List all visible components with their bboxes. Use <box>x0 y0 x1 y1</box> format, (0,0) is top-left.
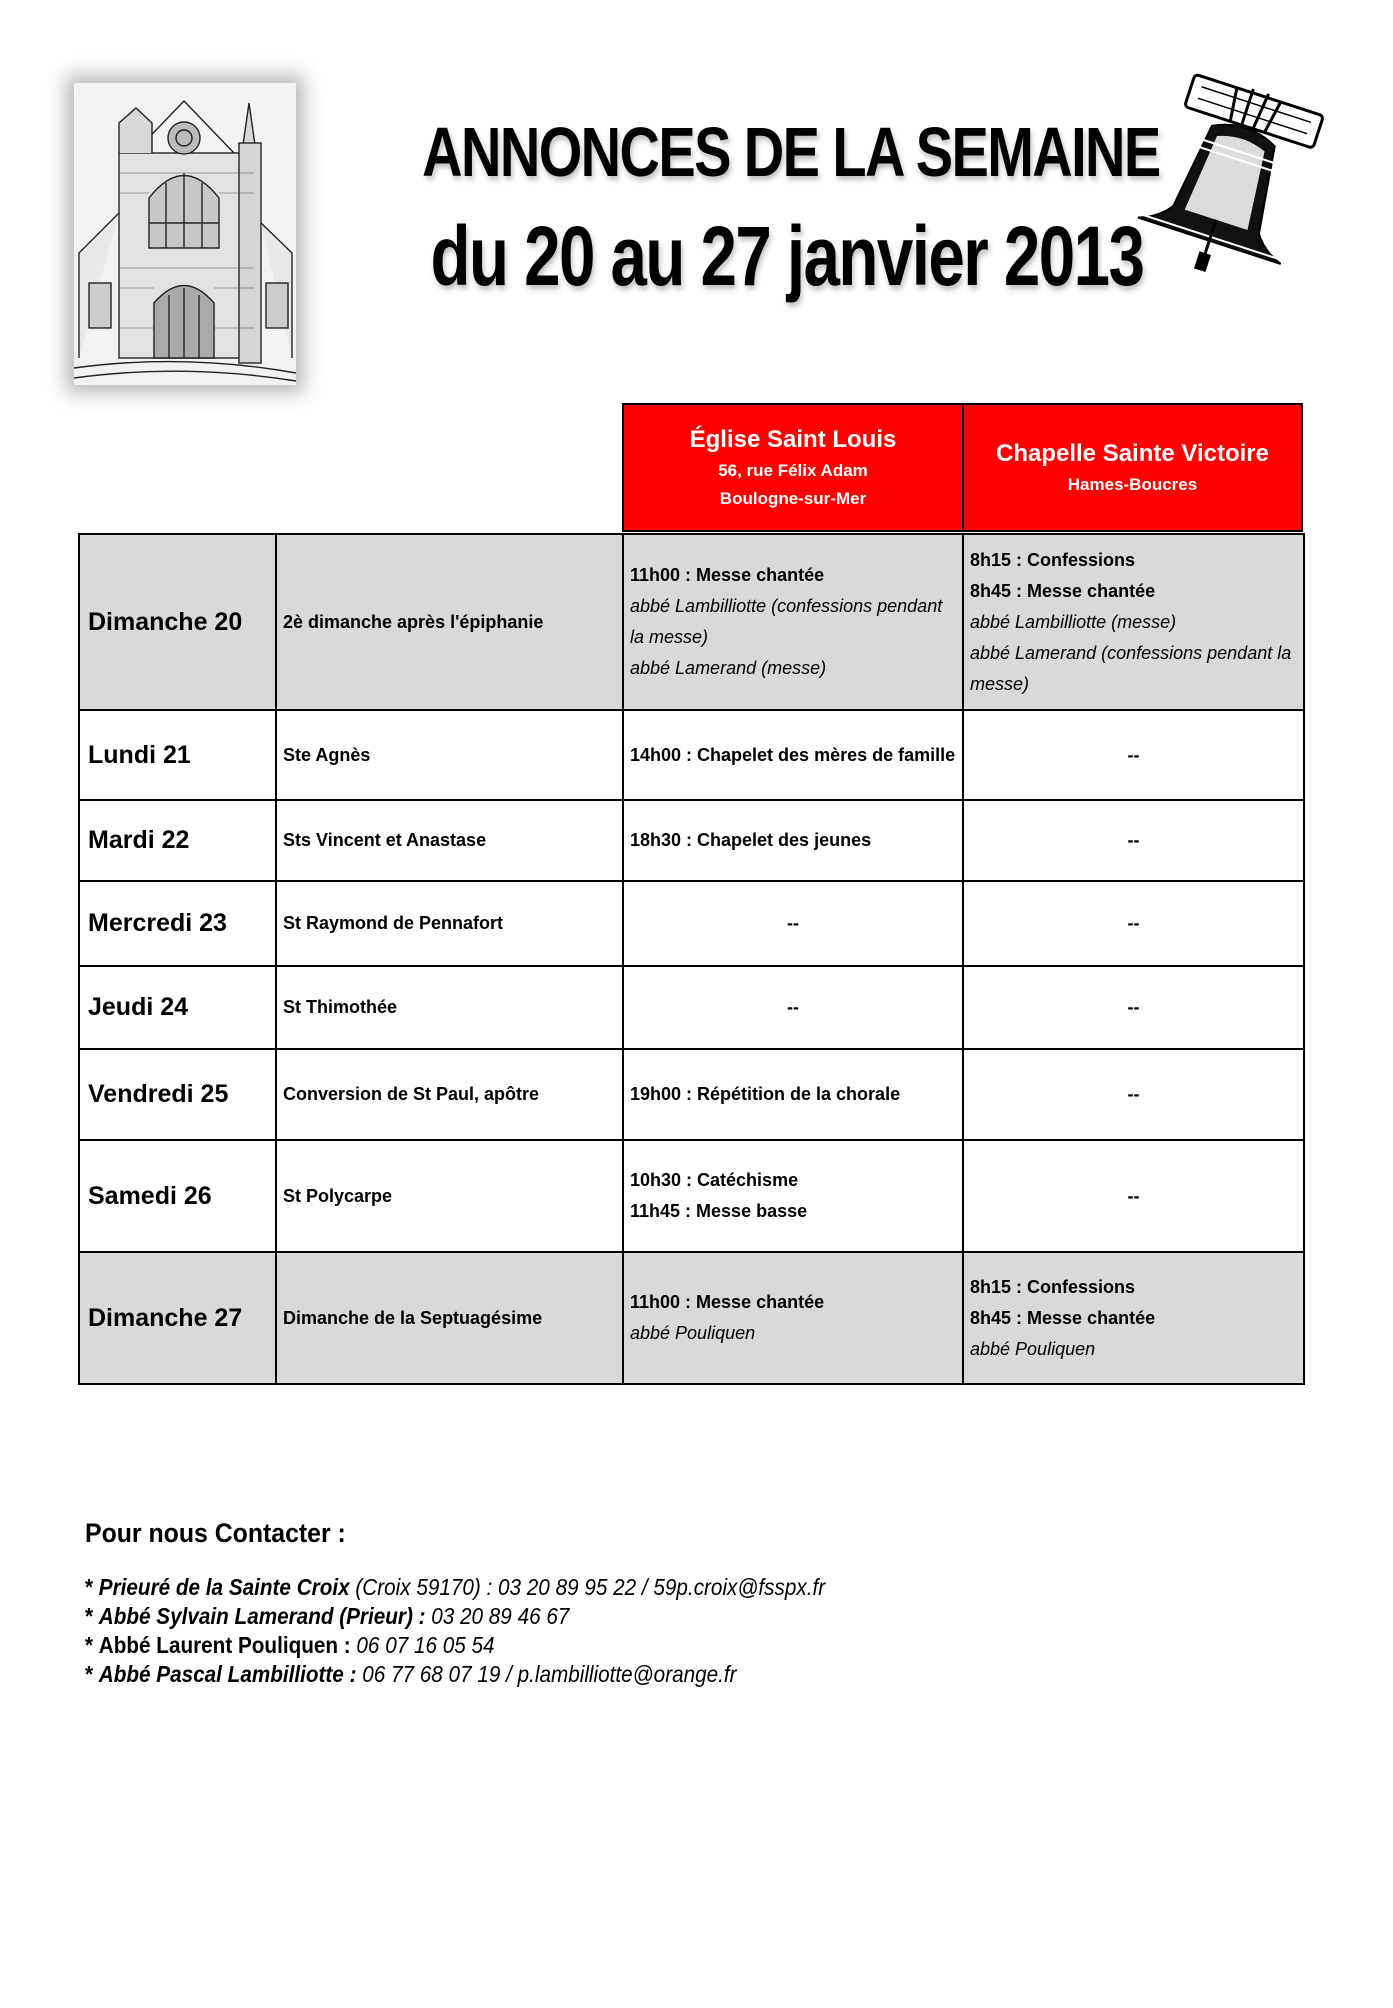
bullet: * <box>85 1632 94 1658</box>
bullet: * <box>85 1574 94 1600</box>
day-cell: Mercredi 23 <box>79 881 276 966</box>
sainte-victoire-cell: -- <box>963 1140 1304 1252</box>
table-row <box>79 534 1304 710</box>
weekly-schedule-table <box>78 533 1305 1385</box>
table-row <box>79 710 1304 800</box>
event-line: 8h15 : Confessions <box>970 549 1136 570</box>
saint-louis-cell <box>623 1049 963 1140</box>
sainte-victoire-cell: -- <box>963 1049 1304 1140</box>
feast-cell: Conversion de St Paul, apôtre <box>276 1049 623 1140</box>
sainte-victoire-cell <box>963 534 1304 710</box>
saint-louis-cell <box>623 1252 963 1384</box>
sainte-victoire-cell: -- <box>963 881 1304 966</box>
celebrant-line: abbé Pouliquen <box>630 1323 756 1343</box>
feast-cell: St Raymond de Pennafort <box>276 881 623 966</box>
contact-name: Abbé Laurent Pouliquen : <box>98 1632 351 1658</box>
event-line: 11h00 : Messe chantée <box>630 1292 825 1312</box>
contact-line-lamerand <box>85 1602 825 1631</box>
sainte-victoire-cell <box>963 1252 1304 1384</box>
church-drawing-image <box>74 83 296 385</box>
celebrant-line: abbé Lamerand (messe) <box>630 658 827 678</box>
feast-cell: 2è dimanche après l'épiphanie <box>276 534 623 710</box>
event-line: 19h00 : Répétition de la chorale <box>630 1084 901 1104</box>
bullet: * <box>85 1603 94 1629</box>
column-address: 56, rue Félix Adam <box>718 460 868 480</box>
feast-cell: St Thimothée <box>276 966 623 1049</box>
contact-detail: 06 07 16 05 54 <box>350 1632 495 1658</box>
day-cell: Jeudi 24 <box>79 966 276 1049</box>
column-title: Église Saint Louis <box>689 425 897 453</box>
celebrant-line: abbé Lamerand (confessions pendant la messe) <box>970 642 1292 694</box>
contact-line-priory <box>85 1573 825 1602</box>
day-cell: Vendredi 25 <box>79 1049 276 1140</box>
event-line: 11h45 : Messe basse <box>630 1201 808 1221</box>
event-line: 18h30 : Chapelet des jeunes <box>630 830 872 850</box>
feast-cell: Dimanche de la Septuagésime <box>276 1252 623 1384</box>
saint-louis-cell <box>623 710 963 800</box>
day-cell: Dimanche 20 <box>79 534 276 710</box>
contact-heading: Pour nous Contacter : <box>85 1518 346 1548</box>
contact-name: Abbé Pascal Lambilliotte : <box>98 1661 357 1687</box>
day-cell: Samedi 26 <box>79 1140 276 1252</box>
feast-cell: Sts Vincent et Anastase <box>276 800 623 881</box>
event-line: 10h30 : Catéchisme <box>630 1170 799 1190</box>
contact-detail: 06 77 68 07 19 / p.lambilliotte@orange.fr <box>356 1661 737 1687</box>
contact-name: Prieuré de la Sainte Croix <box>98 1574 350 1600</box>
contact-line-lambilliotte <box>85 1660 825 1689</box>
bullet: * <box>85 1661 94 1687</box>
sainte-victoire-cell: -- <box>963 710 1304 800</box>
event-line: 11h00 : Messe chantée <box>630 565 825 585</box>
contact-line-pouliquen <box>85 1631 825 1660</box>
celebrant-line: abbé Lambilliotte (confessions pendant la messe) <box>630 596 943 647</box>
day-cell: Lundi 21 <box>79 710 276 800</box>
contact-name: Abbé Sylvain Lamerand (Prieur) : <box>98 1603 426 1629</box>
contact-detail: 03 20 89 46 67 <box>425 1603 570 1629</box>
celebrant-line: abbé Pouliquen <box>970 1338 1096 1359</box>
sainte-victoire-cell: -- <box>963 800 1304 881</box>
bell-icon <box>1135 72 1325 282</box>
table-row <box>79 1140 1304 1252</box>
feast-cell: St Polycarpe <box>276 1140 623 1252</box>
event-line: 8h45 : Messe chantée <box>970 580 1156 601</box>
title-line-2: du 20 au 27 janvier 2013 <box>430 209 1144 303</box>
day-cell: Dimanche 27 <box>79 1252 276 1384</box>
title-line-1: ANNONCES DE LA SEMAINE <box>422 113 1160 191</box>
celebrant-line: abbé Lambilliotte (messe) <box>970 611 1177 632</box>
saint-louis-cell <box>623 800 963 881</box>
page-title <box>330 112 1160 192</box>
column-city: Hames-Boucres <box>1067 474 1198 494</box>
event-line: 8h45 : Messe chantée <box>970 1307 1156 1328</box>
feast-cell: Ste Agnès <box>276 710 623 800</box>
saint-louis-cell: -- <box>623 966 963 1049</box>
church-icon <box>74 83 296 385</box>
sainte-victoire-cell: -- <box>963 966 1304 1049</box>
table-row <box>79 1252 1304 1384</box>
saint-louis-cell <box>623 1140 963 1252</box>
event-line: 14h00 : Chapelet des mères de famille <box>630 744 956 765</box>
table-row <box>79 1049 1304 1140</box>
table-row <box>79 966 1304 1049</box>
day-cell: Mardi 22 <box>79 800 276 881</box>
column-title: Chapelle Sainte Victoire <box>996 439 1269 467</box>
contact-section <box>85 1515 907 1689</box>
saint-louis-cell <box>623 534 963 710</box>
column-header-chapelle-sainte-victoire <box>962 403 1303 532</box>
bell-image <box>1135 72 1325 282</box>
column-header-eglise-saint-louis <box>622 403 964 532</box>
column-city: Boulogne-sur-Mer <box>719 488 867 508</box>
saint-louis-cell: -- <box>623 881 963 966</box>
contact-detail: (Croix 59170) : 03 20 89 95 22 / 59p.croix@fsspx.fr <box>349 1574 826 1600</box>
table-row <box>79 800 1304 881</box>
table-row <box>79 881 1304 966</box>
event-line: 8h15 : Confessions <box>970 1276 1136 1297</box>
page-subtitle-dates <box>330 208 1144 304</box>
